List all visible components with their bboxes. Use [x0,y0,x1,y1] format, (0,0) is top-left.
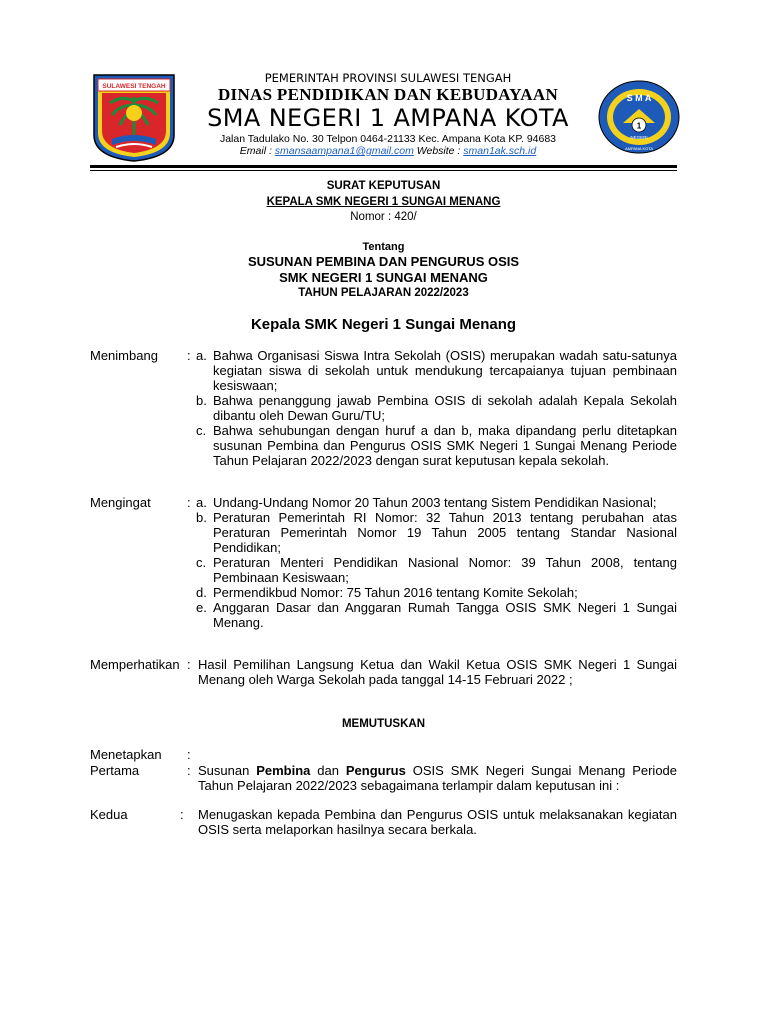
menimbang-list [196,348,677,468]
email-label: Email : [239,145,272,157]
school-name: SMA NEGERI 1 AMPANA KOTA [207,104,569,132]
letterhead-divider-thick [90,165,677,168]
item-marker: a. [196,495,207,510]
list-item [196,423,677,468]
list-item [196,555,677,585]
memperhatikan-text: Hasil Pemilihan Langsung Ketua dan Wakil Ketua OSIS SMK Negeri 1 Sungai Menang oleh Warga Sekolah pada tanggal 14-15 Februari 2022 ; [198,657,677,687]
list-item [196,393,677,423]
menetapkan-label: Menetapkan [90,747,162,762]
emblem-sub-text: NEGERI [630,135,648,140]
school-emblem [598,79,680,155]
memperhatikan-colon: : [187,657,191,672]
item-text: Undang-Undang Nomor 20 Tahun 2003 tentang Sistem Pendidikan Nasional; [213,495,657,510]
pertama-colon: : [187,763,191,778]
pertama-bold-pembina: Pembina [256,763,311,778]
item-marker: d. [196,585,207,600]
mengingat-label: Mengingat [90,495,151,510]
sulawesi-tengah-emblem [92,73,176,163]
authority-heading: Kepala SMK Negeri 1 Sungai Menang [250,316,517,333]
list-item [196,495,677,510]
mengingat-colon: : [187,495,191,510]
pertama-text-part: OSIS SMK Negeri Sungai Menang Periode Tahun Pelajaran 2022/2023 sebagaimana terlampir dalam keputusan ini : [198,763,678,793]
menimbang-label: Menimbang [90,348,158,363]
pertama-text-part: dan [310,763,346,778]
mengingat-list [196,495,677,630]
item-marker: b. [196,393,207,408]
list-item [196,510,677,555]
address-line: Jalan Tadulako No. 30 Telpon 0464-21133 Kec. Ampana Kota KP. 94683 [219,133,557,145]
subject-line-1: SUSUNAN PEMBINA DAN PENGURUS OSIS [247,254,520,269]
memperhatikan-label: Memperhatikan [90,657,180,672]
list-item [196,600,677,630]
item-text: Bahwa Organisasi Siswa Intra Sekolah (OSIS) merupakan wadah satu-satunya kegiatan siswa di sekolah untuk mendukung tercapaianya tujuan pembinaan kesiswaan; [213,348,677,393]
contact-line [176,145,600,157]
list-item [196,585,677,600]
pertama-text-part: Susunan [198,763,257,778]
item-marker: c. [196,555,207,570]
email-link[interactable]: smansaampana1@gmail.com [274,145,414,157]
doc-type: SURAT KEPUTUSAN [326,180,441,192]
website-link[interactable]: sman1ak.sch.id [463,145,537,157]
item-text: Peraturan Menteri Pendidikan Nasional Nomor: 39 Tahun 2008, tentang Pembinaan Kesiswaan; [213,555,677,585]
issuer: KEPALA SMK NEGERI 1 SUNGAI MENANG [266,196,501,208]
list-item [196,348,677,393]
kedua-text: Menugaskan kepada Pembina dan Pengurus OSIS untuk melaksanakan kegiatan OSIS serta melaporkan hasilnya secara berkala. [198,807,677,837]
government-line: PEMERINTAH PROVINSI SULAWESI TENGAH [264,71,512,85]
item-marker: a. [196,348,207,363]
website-label: Website : [416,145,461,157]
emblem-number: 1 [636,121,642,131]
kedua-label: Kedua [90,807,128,822]
pertama-bold-pengurus: Pengurus [345,763,406,778]
item-text: Peraturan Pemerintah RI Nomor: 32 Tahun 2013 tentang perubahan atas Peraturan Pemerintah Nomor 19 Tahun 2005 tentang Standar Nasional Pendidikan; [213,510,677,555]
subject-line-2: SMK NEGERI 1 SUNGAI MENANG [279,270,488,285]
item-text: Permendikbud Nomor: 75 Tahun 2016 tentang Komite Sekolah; [213,585,578,600]
kedua-colon: : [180,807,184,822]
emblem-sma-text: S M A [626,93,652,103]
item-text: Anggaran Dasar dan Anggaran Rumah Tangga OSIS SMK Negeri 1 Sungai Menang. [213,600,677,630]
item-marker: e. [196,600,207,615]
item-marker: b. [196,510,207,525]
department-line: DINAS PENDIDIKAN DAN KEBUDAYAAN [217,85,559,104]
letterhead-divider-thin [90,170,677,171]
pertama-text [198,763,677,793]
item-text: Bahwa sehubungan dengan huruf a dan b, maka dipandang perlu ditetapkan susunan Pembina dan Pengurus OSIS SMK Negeri 1 Sungai Menang Periode Tahun Pelajaran 2022/2023 dengan surat keputusan kepala sekolah. [213,423,677,468]
item-marker: c. [196,423,207,438]
about-heading: Tentang [362,241,405,253]
menetapkan-colon: : [187,747,191,762]
pertama-label: Pertama [90,763,140,778]
doc-number: Nomor : 420/ [350,211,417,223]
emblem-banner-text: SULAWESI TENGAH [102,83,166,90]
subject-line-3: TAHUN PELAJARAN 2022/2023 [298,287,469,299]
item-text: Bahwa penanggung jawab Pembina OSIS di sekolah adalah Kepala Sekolah dibantu oleh Dewan Guru/TU; [213,393,677,423]
memutuskan-heading: MEMUTUSKAN [341,718,426,730]
emblem-ring-text: AMPANA KOTA [624,146,654,151]
menimbang-colon: : [187,348,191,363]
